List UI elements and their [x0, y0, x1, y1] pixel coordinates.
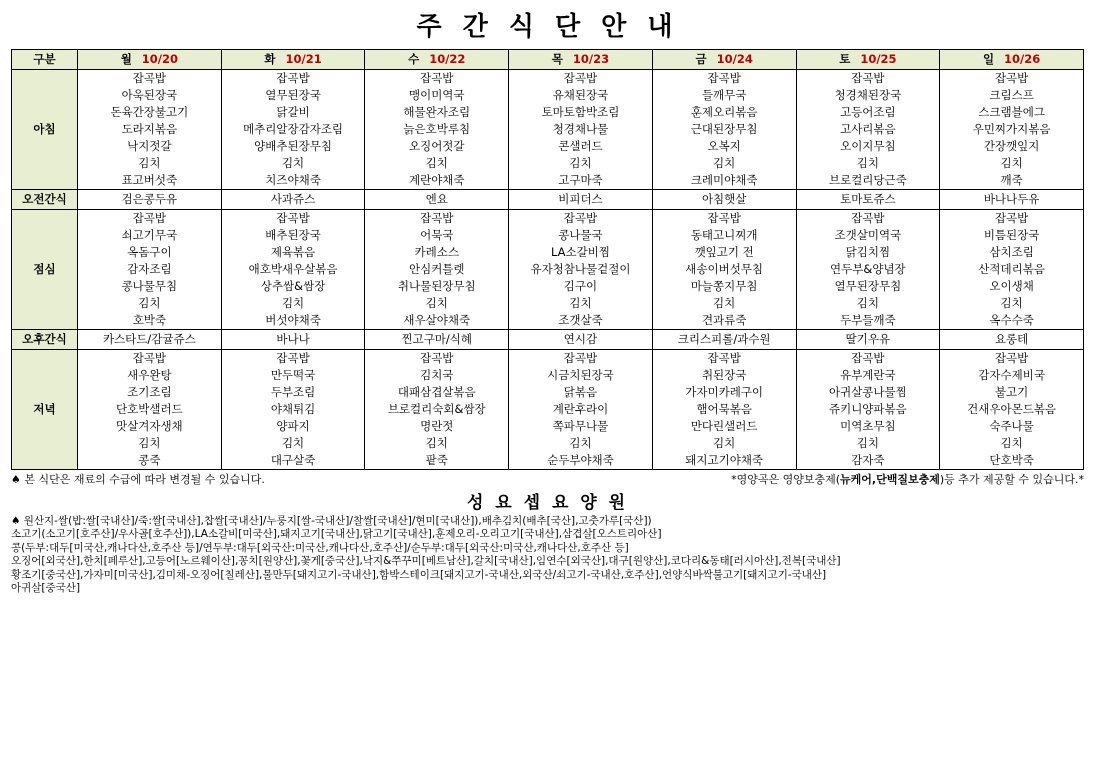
menu-item: 표고버섯죽	[121, 173, 178, 187]
menu-item: 안심커틀렛	[408, 262, 465, 276]
menu-item: 스크램블에그	[978, 105, 1045, 119]
menu-item: 열무된장무침	[834, 279, 902, 293]
row-lunch	[12, 210, 1084, 330]
header-date: 10/20	[141, 51, 179, 66]
menu-item: 콘샐러드	[558, 139, 603, 153]
menu-item: 두부조림	[270, 385, 316, 399]
menu-item: 김치	[281, 436, 305, 450]
table-header	[12, 50, 1084, 70]
menu-item: 근대된장무침	[690, 122, 758, 136]
menu-item: 잡곡밥	[132, 351, 167, 365]
menu-item: 잡곡밥	[132, 211, 167, 225]
cell-snack-am-sat: 토마토쥬스	[796, 190, 940, 210]
menu-item: 맛살겨자생채	[116, 419, 183, 433]
facility-name: 성 요 셉 요 양 원	[466, 493, 629, 513]
menu-item: 삼치조림	[989, 245, 1034, 259]
menu-item: 옥수수죽	[989, 313, 1034, 327]
origin-list	[11, 515, 1084, 596]
menu-item: 깨죽	[1000, 173, 1023, 187]
row-label-lunch: 점심	[12, 210, 78, 330]
menu-item: 유채된장국	[552, 88, 609, 102]
row-label-breakfast: 아침	[12, 70, 78, 190]
menu-item: 김치	[281, 156, 305, 170]
cell-breakfast-tue	[221, 70, 365, 190]
menu-item: 잡곡밥	[851, 71, 885, 85]
row-breakfast	[12, 70, 1084, 190]
weekly-menu-table	[11, 49, 1084, 470]
menu-item: 유자청참나물겉절이	[530, 262, 631, 276]
menu-item: 낙지젓갈	[127, 139, 172, 153]
menu-item: 건새우아몬드볶음	[967, 402, 1057, 416]
menu-item: 버섯야채죽	[265, 313, 321, 327]
cell-dinner-wed	[365, 350, 509, 470]
menu-item: 햄어묵볶음	[696, 402, 752, 416]
menu-item: 잡곡밥	[420, 71, 454, 85]
menu-item: 청경채나물	[552, 122, 609, 136]
menu-item: 김치	[569, 156, 592, 170]
menu-item: 양파지	[276, 419, 310, 433]
menu-item: 김치	[281, 296, 305, 310]
menu-item: 옥돔구이	[127, 245, 172, 259]
menu-item: 카레소스	[414, 245, 459, 259]
menu-item: 가자미카레구이	[685, 385, 764, 399]
cell-lunch-fri	[652, 210, 796, 330]
cell-lunch-sun	[940, 210, 1084, 330]
menu-item: 우민찌가지볶음	[972, 122, 1051, 136]
menu-item: 간장깻잎지	[983, 139, 1040, 153]
menu-item: 닭김치찜	[845, 245, 891, 259]
cell-snack-pm-thu: 연시감	[509, 330, 653, 350]
menu-item: 김치	[856, 436, 879, 450]
footnote-change: ♠ 본 식단은 재료의 수급에 따라 변경될 수 있습니다.	[11, 473, 265, 486]
menu-item: 맹이미역국	[408, 88, 465, 102]
menu-item: 메추리알장감자조림	[243, 122, 344, 136]
menu-item: 쥬키니양파볶음	[828, 402, 907, 416]
menu-item: 깻잎고기 전	[694, 245, 754, 259]
header-day-tue	[221, 50, 365, 70]
menu-item: 김치	[569, 296, 592, 310]
menu-item: 김치	[1000, 156, 1023, 170]
header-weekday: 목	[551, 51, 563, 66]
menu-item: 쇠고기무국	[121, 228, 178, 242]
menu-item: 팥죽	[425, 453, 448, 467]
cell-snack-am-tue: 사과쥬스	[221, 190, 365, 210]
menu-item: 마늘쫑지무침	[690, 279, 758, 293]
cell-breakfast-sat	[796, 70, 940, 190]
menu-item: 늙은호박루침	[403, 122, 471, 136]
menu-item: 상추쌈&쌈장	[260, 279, 326, 293]
cell-lunch-wed	[365, 210, 509, 330]
cell-lunch-mon	[78, 210, 222, 330]
cell-lunch-thu	[509, 210, 653, 330]
menu-item: 아욱된장국	[121, 88, 178, 102]
header-date: 10/25	[860, 51, 897, 66]
header-weekday: 화	[264, 51, 276, 66]
menu-item: 연두부&양념장	[830, 262, 906, 276]
menu-item: 콩나물국	[558, 228, 603, 242]
footnote-supplement-pre: *영양곡은 영양보충제(	[731, 473, 841, 486]
menu-item: 김치	[713, 156, 736, 170]
cell-breakfast-mon	[78, 70, 222, 190]
menu-item: 대구살죽	[270, 453, 316, 467]
cell-dinner-mon	[78, 350, 222, 470]
header-row	[12, 50, 1084, 70]
menu-item: 돈육간장불고기	[110, 105, 189, 119]
menu-item: 어묵국	[420, 228, 454, 242]
row-label-snack-pm: 오후간식	[12, 330, 78, 350]
menu-item: 감자수제비국	[978, 368, 1045, 382]
menu-item: 잡곡밥	[707, 351, 741, 365]
menu-item: 단호박죽	[989, 453, 1034, 467]
cell-dinner-tue	[221, 350, 365, 470]
cell-lunch-sat	[796, 210, 940, 330]
menu-item: 호박죽	[132, 313, 167, 327]
header-weekday: 일	[982, 51, 995, 66]
menu-item: 잡곡밥	[563, 71, 598, 85]
origin-line: 황조기[중국산],가자미[미국산],김미채-오징어[칠레산],물만두[돼지고기-국내산],함박스테이크[돼지고기-국내산,외국산/쇠고기-국내산,호주산],언양식바싹불고기[돼지고기-국내산]	[11, 568, 827, 581]
menu-item: 대패삼겹살볶음	[397, 385, 476, 399]
header-day-thu	[509, 50, 653, 70]
origin-line: 오징어[외국산],한치[페루산],고등어[노르웨이산],꽁치[원양산],꽃게[중국산],낙지&쭈꾸미[베트남산],갈치[국내산],임연수[외국산],대구[원양산],코다리&동태[러시아산],전복[국내산]	[11, 555, 841, 568]
origin-line: 콩(두부:대두[미국산,캐나다산,호주산 등]/연두부:대두[외국산:미국산,캐나다산,호주산]/순두부:대두[외국산:미국산,캐나다산,호주산 등]	[11, 541, 629, 554]
cell-snack-pm-mon: 카스타드/감귤쥬스	[78, 330, 222, 350]
header-weekday: 수	[408, 51, 420, 66]
menu-item: 감자죽	[851, 453, 885, 467]
menu-item: 순두부야채죽	[547, 453, 614, 467]
header-date: 10/21	[285, 51, 322, 66]
menu-item: 콩나물무침	[121, 279, 178, 293]
menu-item: 오복지	[707, 139, 741, 153]
header-day-wed	[365, 50, 509, 70]
cell-snack-pm-fri: 크리스피롤/과수원	[652, 330, 796, 350]
menu-item: 잡곡밥	[420, 211, 454, 225]
menu-item: 김치	[138, 436, 161, 450]
menu-item: 야채튀김	[270, 402, 316, 416]
cell-snack-am-thu: 비피더스	[509, 190, 653, 210]
row-dinner	[12, 350, 1084, 470]
footnote-supplement-post: )등 추가 제공할 수 있습니다.*	[939, 473, 1084, 486]
origin-line: 아귀살[중국산]	[11, 582, 81, 595]
header-date: 10/23	[572, 51, 610, 66]
menu-item: 새송이버섯무침	[685, 262, 764, 276]
menu-item: 열무된장국	[265, 88, 321, 102]
menu-item: 배추된장국	[265, 228, 321, 242]
cell-snack-am-mon: 검은콩두유	[78, 190, 222, 210]
menu-item: 견과류죽	[701, 313, 747, 327]
cell-snack-am-fri: 아침햇살	[652, 190, 796, 210]
cell-dinner-thu	[509, 350, 653, 470]
menu-item: 치즈야채죽	[265, 173, 321, 187]
cell-dinner-sun	[940, 350, 1084, 470]
menu-item: 콩죽	[138, 453, 161, 467]
header-day-mon	[78, 50, 222, 70]
menu-item: 잡곡밥	[994, 211, 1029, 225]
menu-item: 잡곡밥	[132, 71, 167, 85]
row-label-dinner: 저녁	[12, 350, 78, 470]
menu-item: 돼지고기야채죽	[685, 453, 764, 467]
menu-item: 잡곡밥	[707, 71, 741, 85]
origin-line: ♠ 원산지-쌀(밥:쌀[국내산]/죽:쌀[국내산],찹쌀[국내산]/누룽지[쌀-국내산]/찰쌀[국내산]/현미[국내산]),배추김치(배추[국산],고춧가루[국산])	[11, 515, 652, 527]
cell-breakfast-sun	[940, 70, 1084, 190]
menu-item: 쪽파무나물	[552, 419, 609, 433]
menu-item: 도라지볶음	[121, 122, 178, 136]
table-body	[12, 70, 1084, 470]
menu-item: 유부계란국	[840, 368, 896, 382]
menu-item: 브로컬리당근죽	[828, 173, 907, 187]
menu-item: 취나물된장무침	[397, 279, 476, 293]
header-label-col: 구분	[12, 50, 78, 70]
cell-breakfast-thu	[509, 70, 653, 190]
header-date: 10/22	[429, 51, 466, 66]
menu-item: 김치	[138, 156, 161, 170]
menu-item: 잡곡밥	[276, 211, 310, 225]
menu-item: 만두떡국	[270, 368, 316, 382]
menu-item: 김치	[1000, 436, 1023, 450]
menu-item: 양배추된장무침	[254, 139, 332, 153]
menu-item: 김치국	[420, 368, 454, 382]
cell-snack-pm-tue: 바나나	[221, 330, 365, 350]
menu-item: 단호박샐러드	[116, 402, 183, 416]
cell-breakfast-wed	[365, 70, 509, 190]
menu-item: 감자조림	[127, 262, 172, 276]
menu-item: 명란젓	[420, 419, 454, 433]
menu-item: 조기조림	[127, 385, 172, 399]
menu-item: 잡곡밥	[420, 351, 454, 365]
menu-item: 고사리볶음	[840, 122, 896, 136]
menu-item: 들깨무국	[701, 88, 747, 102]
menu-item: 김치	[425, 296, 448, 310]
menu-item: 잡곡밥	[276, 71, 310, 85]
cell-snack-pm-sun: 요롱테	[940, 330, 1084, 350]
menu-item: 제육볶음	[270, 245, 316, 259]
origin-line: 소고기(소고기[호주산]/우사골[호주산]),LA소갈비[미국산],돼지고기[국내산],닭고기[국내산],훈제오리-오리고기[국내산],삼겹살[오스트리아산]	[11, 528, 662, 541]
menu-item: 잡곡밥	[276, 351, 310, 365]
menu-item: 잡곡밥	[994, 71, 1029, 85]
menu-item: 고등어조림	[840, 105, 896, 119]
row-snack-pm	[12, 330, 1084, 350]
page-title: 주 간 식 단 안 내	[416, 12, 679, 42]
menu-item: 김치	[1000, 296, 1023, 310]
menu-item: 애호박새우살볶음	[248, 262, 338, 276]
header-weekday: 금	[695, 51, 707, 66]
menu-item: 잡곡밥	[994, 351, 1029, 365]
menu-item: 김치	[425, 436, 448, 450]
menu-item: 시금치된장국	[547, 368, 614, 382]
menu-item: 고구마죽	[558, 173, 603, 187]
menu-item: 김치	[713, 296, 736, 310]
menu-item: 잡곡밥	[563, 211, 598, 225]
menu-item: 김구이	[563, 279, 598, 293]
menu-item: 비틈된장국	[983, 228, 1040, 242]
menu-item: 김치	[856, 156, 879, 170]
menu-item: 산적데리볶음	[978, 262, 1045, 276]
header-day-fri	[652, 50, 796, 70]
menu-item: 계란야채죽	[408, 173, 465, 187]
cell-breakfast-fri	[652, 70, 796, 190]
header-weekday: 토	[839, 51, 851, 66]
menu-item: 해물완자조림	[403, 105, 471, 119]
menu-item: 아귀살콩나물찜	[828, 385, 907, 399]
menu-item: 청경채된장국	[834, 88, 902, 102]
menu-item: 불고기	[994, 385, 1029, 399]
footnote-supplement	[731, 471, 1084, 487]
menu-item: 김치	[569, 436, 592, 450]
footnote-supplement-bold: 뉴케어,단백질보충제	[840, 473, 940, 486]
menu-item: 크림스프	[989, 88, 1034, 102]
menu-item: 오이지무침	[840, 139, 896, 153]
menu-item: 잡곡밥	[563, 351, 598, 365]
menu-item: 잡곡밥	[707, 211, 741, 225]
menu-item: 오이생채	[989, 279, 1034, 293]
header-day-sat	[796, 50, 940, 70]
menu-item: 조갯살미역국	[834, 228, 902, 242]
menu-item: 브로컬리숙회&쌈장	[387, 402, 486, 416]
menu-item: 취된장국	[701, 368, 747, 382]
menu-item: 새우완탕	[127, 368, 172, 382]
row-snack-am	[12, 190, 1084, 210]
menu-item: 김치	[425, 156, 448, 170]
menu-item: 훈제오리볶음	[690, 105, 758, 119]
cell-snack-pm-wed: 찐고구마/식혜	[365, 330, 509, 350]
menu-item: 김치	[138, 296, 161, 310]
header-weekday: 월	[120, 51, 132, 66]
menu-item: 닭볶음	[563, 385, 598, 399]
menu-item: 조갯살죽	[558, 313, 603, 327]
menu-item: 김치	[856, 296, 879, 310]
cell-snack-am-wed: 엔요	[365, 190, 509, 210]
menu-item: 새우살야채죽	[403, 313, 471, 327]
menu-item: 계란후라이	[552, 402, 609, 416]
cell-snack-am-sun: 바나나두유	[940, 190, 1084, 210]
menu-item: 만다린샐러드	[690, 419, 758, 433]
menu-item: LA소갈비찜	[550, 245, 610, 259]
menu-item: 두부들깨죽	[840, 313, 896, 327]
menu-item: 닭갈비	[276, 105, 310, 119]
cell-dinner-sat	[796, 350, 940, 470]
menu-item: 숙주나물	[989, 419, 1034, 433]
menu-item: 잡곡밥	[851, 211, 885, 225]
cell-dinner-fri	[652, 350, 796, 470]
menu-item: 크레미야채죽	[690, 173, 758, 187]
menu-item: 동태고니찌개	[690, 228, 758, 242]
header-date: 10/24	[716, 51, 753, 66]
menu-item: 김치	[713, 436, 736, 450]
menu-item: 미역초무침	[840, 419, 896, 433]
menu-item: 오징어젓갈	[408, 139, 465, 153]
menu-item: 잡곡밥	[851, 351, 885, 365]
header-day-sun	[940, 50, 1084, 70]
menu-item: 토마토함박조림	[541, 105, 620, 119]
cell-snack-pm-sat: 딸기우유	[796, 330, 940, 350]
header-date: 10/26	[1004, 51, 1041, 66]
cell-lunch-tue	[221, 210, 365, 330]
footnotes	[11, 471, 1084, 487]
row-label-snack-am: 오전간식	[12, 190, 78, 210]
